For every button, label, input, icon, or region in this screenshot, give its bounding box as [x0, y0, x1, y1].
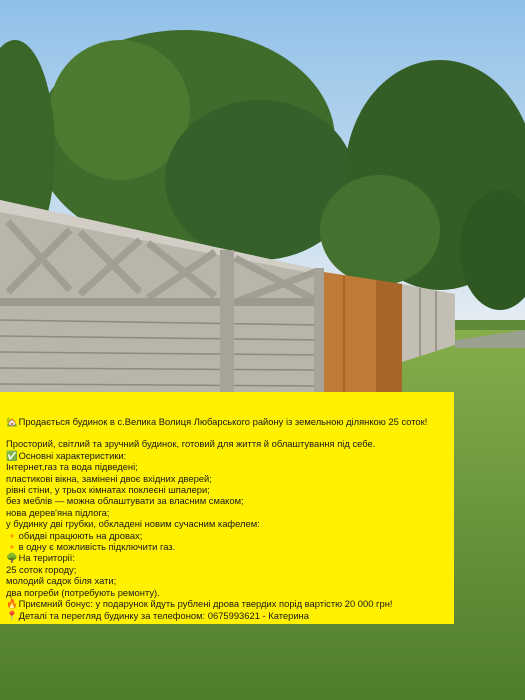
- ad-line: ✅ Основні характеристики:: [6, 449, 127, 461]
- house-icon: 🏡: [6, 416, 18, 427]
- ad-line: молодий садок біля хати;: [6, 575, 117, 587]
- ad-line: 🔸 обидві працюють на дровах;: [6, 529, 143, 541]
- ad-line: Інтернет,газ та вода підведені;: [6, 461, 138, 473]
- ad-line: 📍 Деталі та перегляд будинку за телефоном: 0675993621 - Катерина: [6, 609, 309, 621]
- ad-line: 🔸 в одну є можливість підключити газ.: [6, 541, 176, 553]
- fire-icon: 🔥: [6, 598, 18, 610]
- dot-icon: 🔸: [6, 541, 18, 553]
- pin-icon: 📍: [6, 609, 18, 621]
- ad-line: два погреби (потребують ремонту).: [6, 586, 160, 598]
- ad-line: у будинку дві грубки, обкладені новим сучасним кафелем:: [6, 518, 260, 530]
- dot-icon: 🔸: [6, 529, 18, 541]
- ad-line: 🏡 Продається будинок в с.Велика Волиця Любарського району із земельною ділянкою 25 соток!: [6, 416, 428, 427]
- listing-text-overlay: [0, 392, 454, 624]
- check-icon: ✅: [6, 449, 18, 461]
- ad-line: 25 соток городу;: [6, 563, 77, 575]
- ad-line: нова дерев'яна підлога;: [6, 506, 110, 518]
- ad-line: пластикові вікна, замінені двоє вхідних дверей;: [6, 472, 212, 484]
- tree-icon: 🌳: [6, 552, 18, 564]
- ad-line: 🔥 Приємний бонус: у подарунок йдуть рублені дрова твердих порід вартістю 20 000 грн!: [6, 598, 393, 610]
- ad-line: без меблів — можна облаштувати за власним смаком;: [6, 495, 244, 507]
- ad-line: Просторий, світлий та зручний будинок, готовий для життя й облаштування під себе.: [6, 438, 376, 450]
- ad-line: рівні стіни, у трьох кімнатах поклеєні шпалери;: [6, 484, 210, 496]
- ad-line: 🌳 На території:: [6, 552, 75, 564]
- ad-spacer: [6, 427, 448, 438]
